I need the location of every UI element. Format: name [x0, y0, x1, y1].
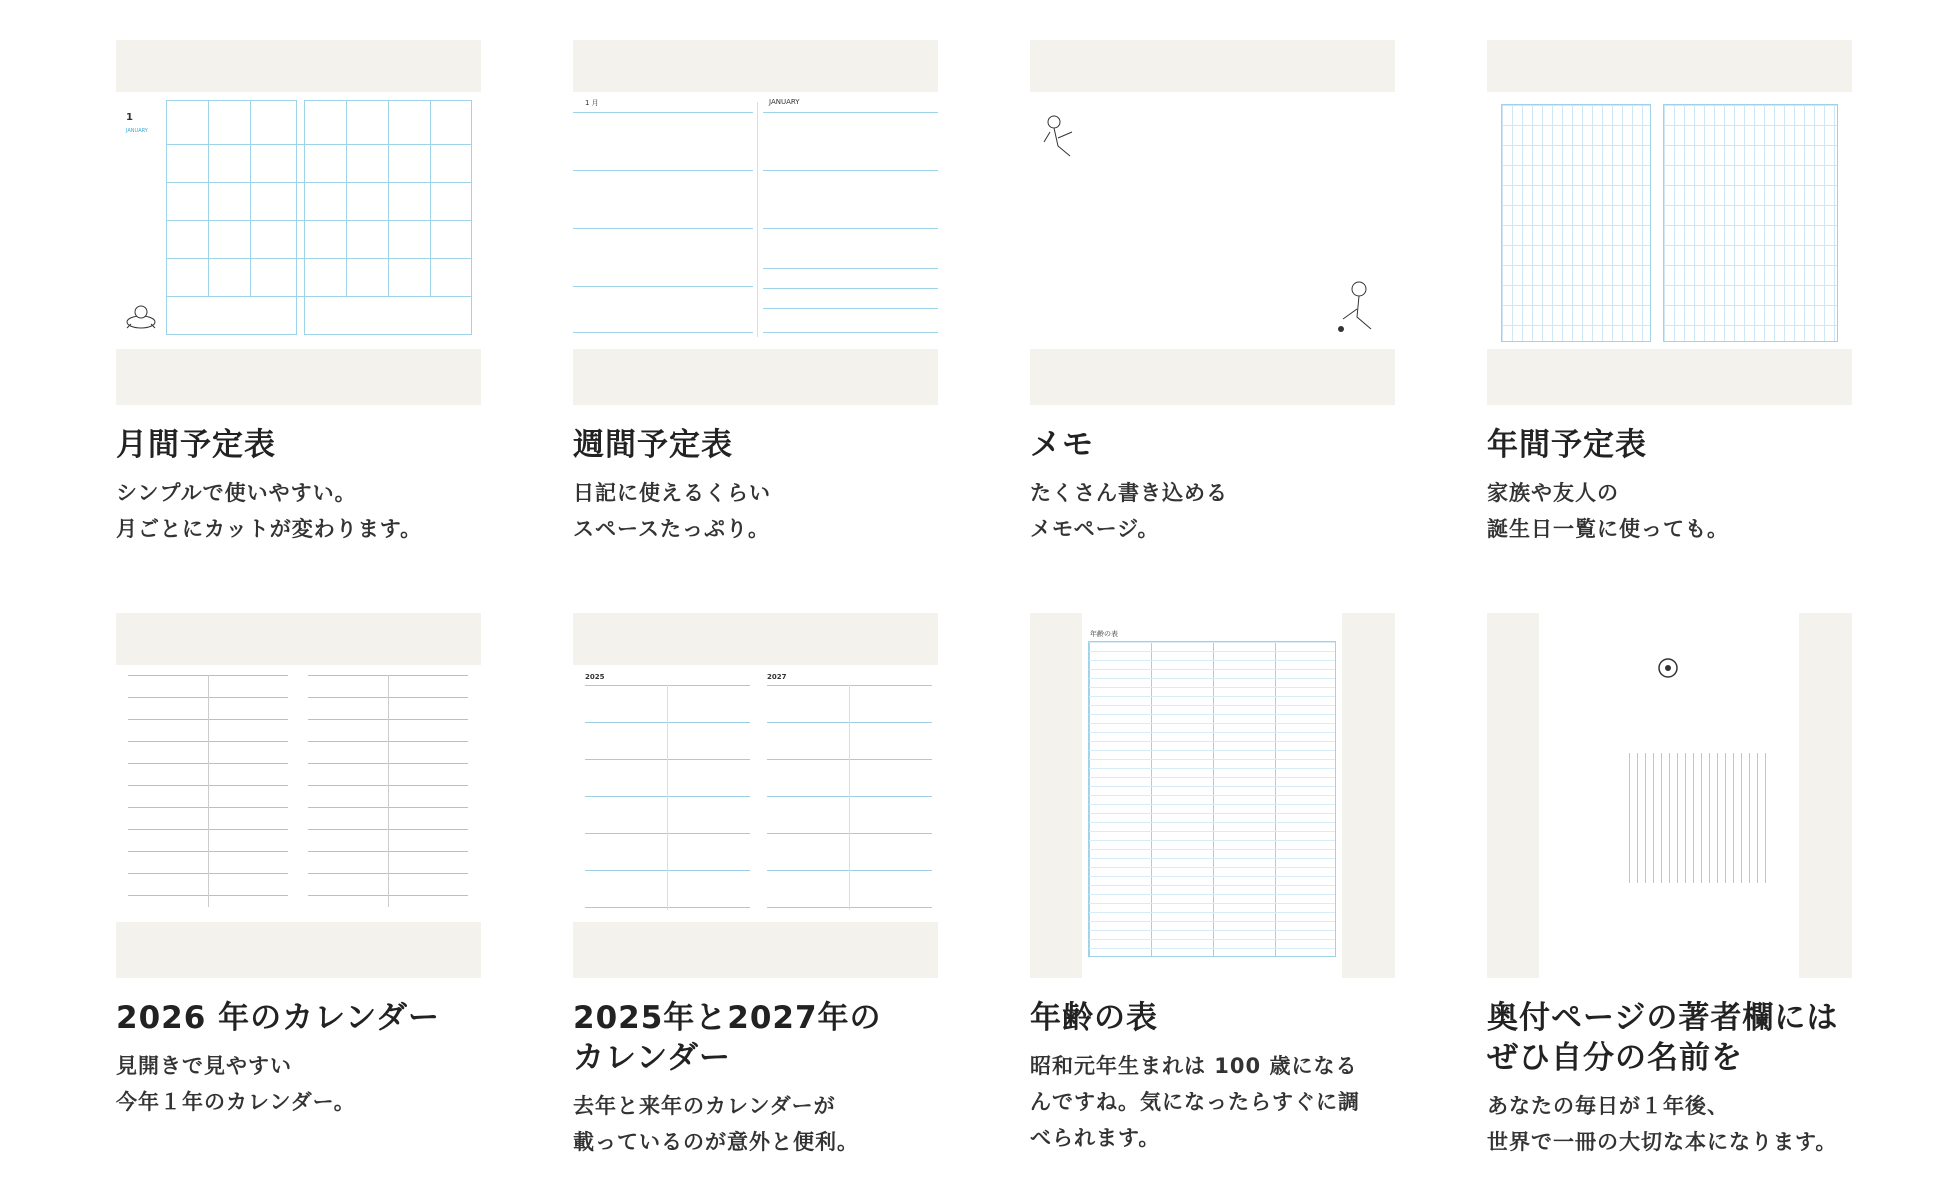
- year-2025-label: 2025: [585, 673, 605, 681]
- weekly-planner-thumbnail: [573, 40, 938, 405]
- card-yearly-planner: [1487, 40, 1852, 547]
- monthly-planner-thumbnail: [116, 40, 481, 405]
- weekly-right-month: JANUARY: [769, 98, 800, 106]
- month-number: 1: [126, 112, 133, 123]
- card-title: 月間予定表: [116, 427, 276, 463]
- card-description: 見開きで見やすい 今年１年のカレンダー。: [116, 1054, 356, 1114]
- yearly-planner-thumbnail: [1487, 40, 1852, 405]
- memo-thumbnail: [1030, 40, 1395, 405]
- age-table-title: 年齢の表: [1090, 630, 1118, 638]
- cat-illustration-icon: [124, 302, 158, 332]
- card-weekly-planner: [573, 40, 938, 547]
- card-age-table: [1030, 613, 1395, 1156]
- card-memo: [1030, 40, 1395, 547]
- colophon-thumbnail: [1487, 613, 1852, 978]
- character-illustration-icon: [1040, 112, 1080, 160]
- card-colophon: [1487, 613, 1852, 1160]
- weekly-left-month: 1 月: [585, 99, 599, 107]
- card-description: シンプルで使いやすい。 月ごとにカットが変わります。: [116, 481, 423, 541]
- card-title: 年齢の表: [1030, 1000, 1158, 1036]
- card-title: 週間予定表: [573, 427, 733, 463]
- sitting-character-icon: [1331, 279, 1381, 339]
- card-2025-2027-calendar: [573, 613, 938, 1160]
- age-table-thumbnail: [1030, 613, 1395, 978]
- card-monthly-planner: [116, 40, 481, 547]
- year-2027-label: 2027: [767, 673, 787, 681]
- card-description: あなたの毎日が１年後、 世界で一冊の大切な本になります。: [1487, 1094, 1838, 1154]
- card-title: 奥付ページの著者欄には ぜひ自分の名前を: [1487, 1000, 1839, 1076]
- card-description: 家族や友人の 誕生日一覧に使っても。: [1487, 481, 1729, 541]
- card-description: たくさん書き込める メモページ。: [1030, 481, 1228, 541]
- card-title: 2025年と2027年の カレンダー: [573, 1000, 882, 1076]
- calendar-2026-thumbnail: [116, 613, 481, 978]
- card-title: 2026 年のカレンダー: [116, 1000, 441, 1036]
- card-title: メモ: [1030, 427, 1094, 463]
- card-title: 年間予定表: [1487, 427, 1647, 463]
- card-description: 日記に使えるくらい スペースたっぷり。: [573, 481, 771, 541]
- card-2026-calendar: [116, 613, 481, 1120]
- card-description: 昭和元年生まれは 100 歳になる んですね。気になったらすぐに調 べられます。: [1030, 1054, 1360, 1150]
- publisher-logo-icon: [1657, 657, 1679, 679]
- month-name: JANUARY: [126, 128, 148, 134]
- card-description: 去年と来年のカレンダーが 載っているのが意外と便利。: [573, 1094, 859, 1154]
- calendar-2025-2027-thumbnail: [573, 613, 938, 978]
